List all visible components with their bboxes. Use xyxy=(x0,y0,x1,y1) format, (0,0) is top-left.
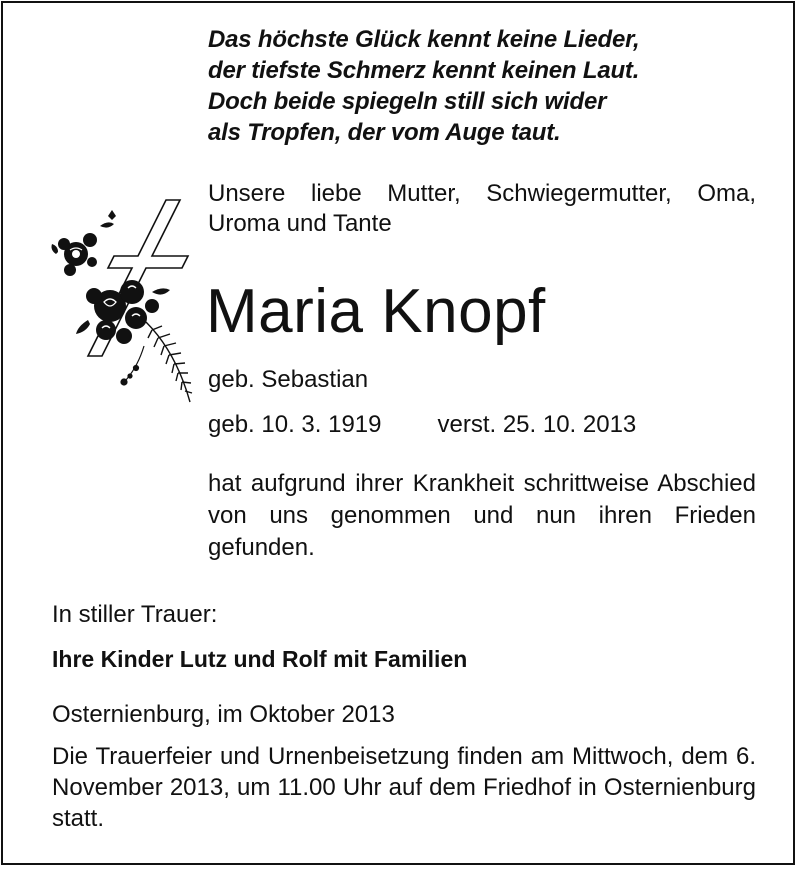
death-date: verst. 25. 10. 2013 xyxy=(437,411,637,438)
life-dates xyxy=(208,410,636,440)
poem-line: Doch beide spiegeln still sich wider xyxy=(208,88,607,115)
maiden-name: geb. Sebastian xyxy=(208,366,369,393)
poem xyxy=(208,24,768,148)
funeral-notice: Die Trauerfeier und Urnenbeisetzung finden am Mittwoch, dem 6. November 2013, um 11.00 Uhr auf dem Friedhof in Osternienburg statt. xyxy=(52,743,756,832)
poem-line: als Tropfen, der vom Auge taut. xyxy=(208,119,561,146)
intro-text: Unsere liebe Mutter, Schwiegermutter, Oma, Uroma und Tante xyxy=(208,180,756,237)
poem-line: Das höchste Glück kennt keine Lieder, xyxy=(208,26,640,53)
message-text: hat aufgrund ihrer Krankheit schrittweise Abschied von uns genommen und nun ihren Frieden gefunden. xyxy=(208,470,756,561)
cross-with-roses-icon xyxy=(48,196,198,406)
deceased-name: Maria Knopf xyxy=(206,277,546,346)
poem-line: der tiefste Schmerz kennt keinen Laut. xyxy=(208,57,640,84)
mourning-label: In stiller Trauer: xyxy=(52,601,218,628)
family-signature: Ihre Kinder Lutz und Rolf mit Familien xyxy=(52,646,468,672)
birth-date: geb. 10. 3. 1919 xyxy=(208,411,382,438)
place-date: Osternienburg, im Oktober 2013 xyxy=(52,701,395,728)
